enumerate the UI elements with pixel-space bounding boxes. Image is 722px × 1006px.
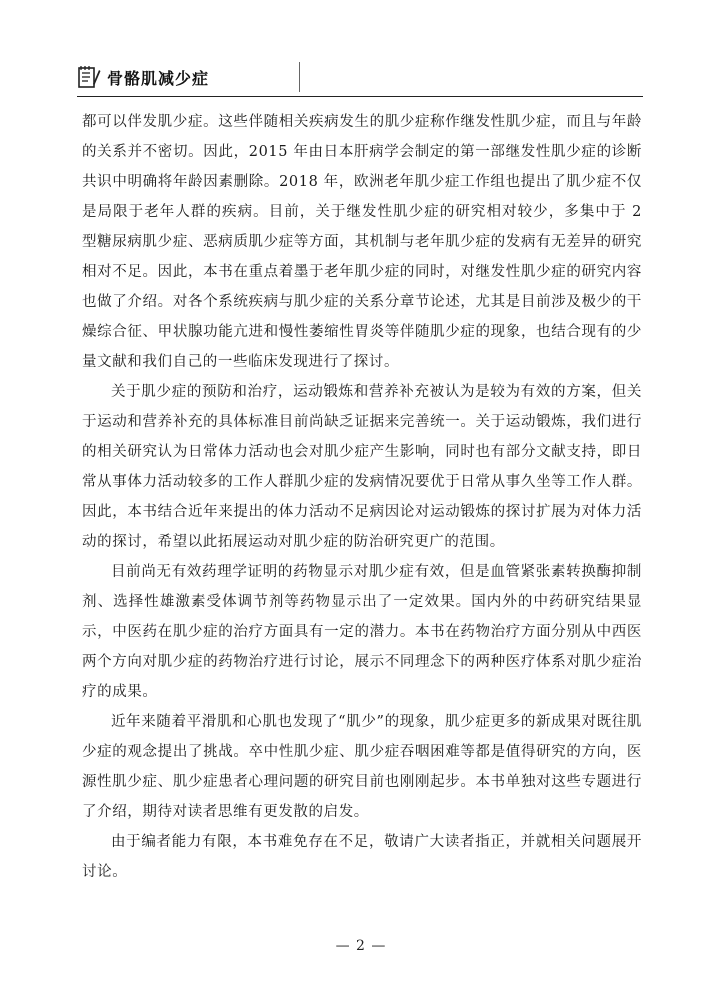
notebook-pen-icon (77, 64, 101, 90)
header-rule (77, 96, 643, 97)
paragraph-drug-therapy: 目前尚无有效药理学证明的药物显示对肌少症有效，但是血管紧张素转换酶抑制剂、选择性雄激素受体调节剂等药物显示出了一定效果。国内外的中药研究结果显示，中医药在肌少症的治疗方面具有一定的潜力。本书在药物治疗方面分别从中西医两个方向对肌少症的药物治疗进行讨论，展示不同理念下的两种医疗体系对肌少症治疗的成果。 (82, 564, 642, 700)
paragraph-prevention: 关于肌少症的预防和治疗，运动锻炼和营养补充被认为是较为有效的方案，但关于运动和营养补充的具体标准目前尚缺乏证据来完善统一。关于运动锻炼，我们进行的相关研究认为日常体力活动也会对肌少症产生影响，同时也有部分文献支持，即日常从事体力活动较多的工作人群肌少症的发病情况要优于日常从事久坐等工作人群。因此，本书结合近年来提出的体力活动不足病因论对运动锻炼的探讨扩展为对体力活动的探讨，希望以此拓展运动对肌少症的防治研究更广的范围。 (82, 384, 642, 550)
body-text (82, 107, 642, 887)
header-title: 骨骼肌减少症 (107, 69, 210, 88)
paragraph-new-findings: 近年来随着平滑肌和心肌也发现了“肌少”的现象，肌少症更多的新成果对既往肌少症的观念提出了挑战。卒中性肌少症、肌少症吞咽困难等都是值得研究的方向，医源性肌少症、肌少症患者心理问题的研究目前也刚刚起步。本书单独对这些专题进行了介绍，期待对读者思维有更发散的启发。 (82, 714, 642, 820)
page-number: — 2 — (335, 938, 387, 954)
paragraph-closing: 由于编者能力有限，本书难免存在不足，敬请广大读者指正，并就相关问题展开讨论。 (82, 834, 642, 880)
paragraph-continued: 都可以伴发肌少症。这些伴随相关疾病发生的肌少症称作继发性肌少症，而且与年龄的关系并不密切。因此，2015 年由日本肝病学会制定的第一部继发性肌少症的诊断共识中明确将年龄因素删除。2018 年，欧洲老年肌少症工作组也提出了肌少症不仅是局限于老年人群的疾病。目前，关于继发性肌少症的研究相对较少，多集中于 2 型糖尿病肌少症、恶病质肌少症等方面，其机制与老年肌少症的发病有无差异的研究相对不足。因此，本书在重点着墨于老年肌少症的同时，对继发性肌少症的研究内容也做了介绍。对各个系统疾病与肌少症的关系分章节论述，尤其是目前涉及极少的干燥综合征、甲状腺功能亢进和慢性萎缩性胃炎等伴随肌少症的现象，也结合现有的少量文献和我们自己的一些临床发现进行了探讨。 (82, 114, 642, 370)
